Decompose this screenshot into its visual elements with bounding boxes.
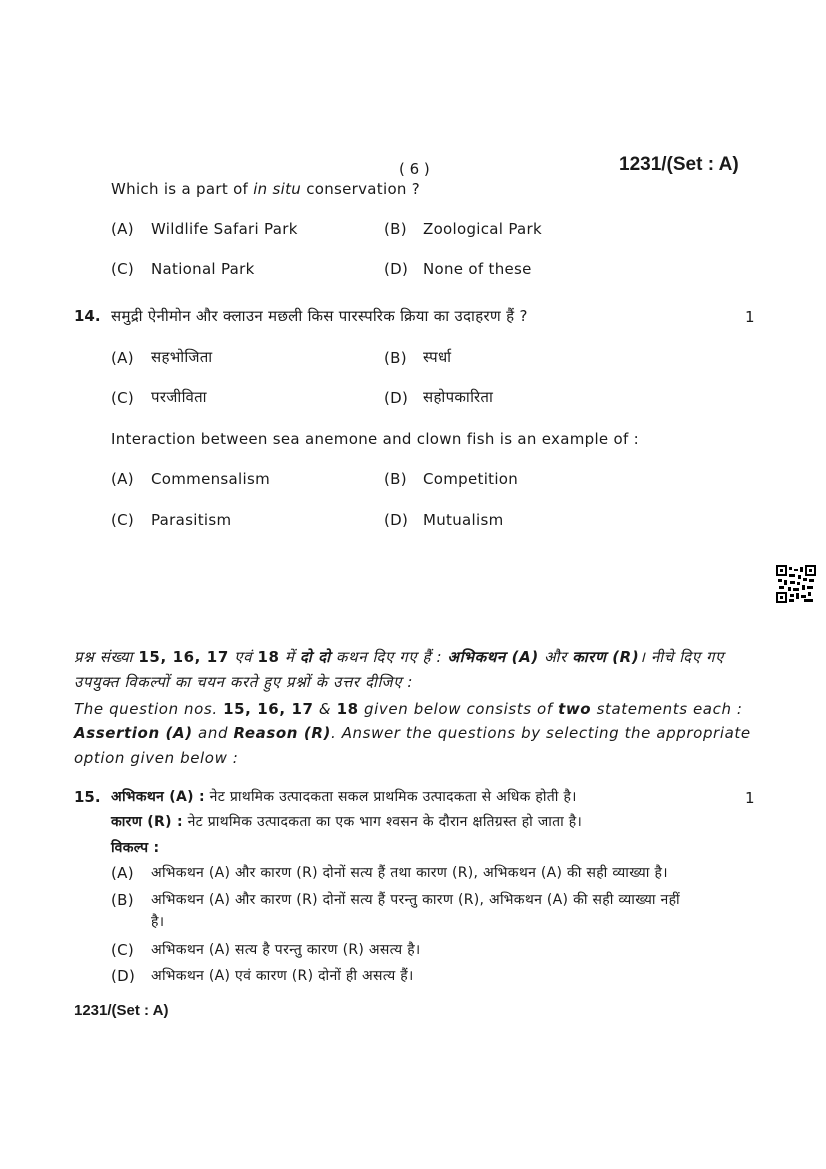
instr-hi-part: दो दो xyxy=(299,648,331,666)
instructions-english-line-1 xyxy=(74,700,743,718)
instr-hi-part: एवं xyxy=(228,648,258,666)
q13-option-c: (C) xyxy=(111,260,135,278)
instr-en-part: 15, 16, 17 xyxy=(223,700,314,718)
q14-hi-option-b-text: स्पर्धा xyxy=(423,348,452,366)
q14-en-option-c-text: Parasitism xyxy=(151,511,232,529)
q14-en-option-d: (D) xyxy=(384,511,409,529)
q14-hi-option-a-text: सहभोजिता xyxy=(151,348,213,366)
q14-en-option-a: (A) xyxy=(111,470,134,488)
instr-en-part: two xyxy=(558,700,592,718)
q14-en-option-c: (C) xyxy=(111,511,135,529)
q13-option-b-text: Zoological Park xyxy=(423,220,542,238)
q15-option-d: (D) xyxy=(111,967,136,985)
instr-hi-part: कथन दिए गए हैं : xyxy=(330,648,448,666)
q15-assertion xyxy=(111,787,577,806)
q15-option-b-text-line-2: है। xyxy=(151,914,165,930)
q13-option-c-text: National Park xyxy=(151,260,255,278)
instr-en-part: The question nos. xyxy=(74,700,224,718)
instr-en-part: Reason (R) xyxy=(233,724,331,742)
q14-hi-option-d-text: सहोपकारिता xyxy=(423,388,494,406)
instr-hi-part: । नीचे दिए गए xyxy=(639,648,724,666)
q13-option-a xyxy=(111,220,134,238)
q14-hi-option-a: (A) xyxy=(111,349,134,367)
q13-question-pre: Which is a part of xyxy=(111,180,254,198)
instr-en-part: statements each : xyxy=(591,700,743,718)
instr-hi-part: 18 xyxy=(257,648,280,666)
option-label: (A) xyxy=(111,220,134,238)
instr-hi-part: अभिकथन (A) xyxy=(447,648,539,666)
instr-hi-part: और xyxy=(538,648,573,666)
instr-hi-part: में xyxy=(279,648,300,666)
q14-hi-option-c-text: परजीविता xyxy=(151,388,207,406)
q15-option-b-text: अभिकथन (A) और कारण (R) दोनों सत्य हैं परन्तु कारण (R), अभिकथन (A) की सही व्याख्या नहीं xyxy=(151,892,680,908)
instr-en-part: and xyxy=(192,724,234,742)
q13-option-d: (D) xyxy=(384,260,409,278)
q14-en-option-b: (B) xyxy=(384,470,407,488)
instructions-english-line-3: option given below : xyxy=(74,749,239,767)
page-number: ( 6 ) xyxy=(399,160,430,178)
q15-option-a: (A) xyxy=(111,864,134,882)
q13-option-b: (B) xyxy=(384,220,407,238)
instr-en-part: & xyxy=(313,700,337,718)
q14-question-hindi: समुद्री ऐनीमोन और क्लाउन मछली किस पारस्परिक क्रिया का उदाहरण हैं ? xyxy=(111,307,528,325)
reason-text: नेट प्राथमिक उत्पादकता का एक भाग श्वसन के दौरान क्षतिग्रस्त हो जाता है। xyxy=(182,814,583,830)
q13-question-post: conservation ? xyxy=(301,180,421,198)
q13-option-d-text: None of these xyxy=(423,260,532,278)
instr-hi-part: कारण (R) xyxy=(572,648,640,666)
q14-en-option-a-text: Commensalism xyxy=(151,470,270,488)
q15-options-heading: विकल्प : xyxy=(111,840,160,856)
q15-option-c-text: अभिकथन (A) सत्य है परन्तु कारण (R) असत्य है। xyxy=(151,942,421,958)
assertion-text: नेट प्राथमिक उत्पादकता सकल प्राथमिक उत्पादकता से अधिक होती है। xyxy=(204,789,577,805)
instructions-hindi-line-2: उपयुक्त विकल्पों का चयन करते हुए प्रश्नों के उत्तर दीजिए : xyxy=(74,673,413,691)
instr-en-part: . Answer the questions by selecting the appropriate xyxy=(330,724,751,742)
q14-hi-option-d: (D) xyxy=(384,389,409,407)
instr-hi-part: 15, 16, 17 xyxy=(138,648,229,666)
q15-number: 15. xyxy=(74,788,101,806)
instr-hi-part: प्रश्न संख्या xyxy=(74,648,139,666)
instr-en-part: Assertion (A) xyxy=(74,724,193,742)
paper-code-footer: 1231/(Set : A) xyxy=(74,1002,169,1019)
q14-hi-option-c: (C) xyxy=(111,389,135,407)
q13-option-a-text: Wildlife Safari Park xyxy=(151,220,298,238)
q15-reason xyxy=(111,812,582,831)
reason-label: कारण (R) : xyxy=(111,814,183,830)
instructions-english-line-2 xyxy=(74,724,751,742)
q13-question xyxy=(111,180,420,198)
q14-hi-option-b: (B) xyxy=(384,349,407,367)
q14-question-english: Interaction between sea anemone and clown fish is an example of : xyxy=(111,430,639,448)
q15-option-c: (C) xyxy=(111,941,135,959)
q14-en-option-d-text: Mutualism xyxy=(423,511,504,529)
q15-option-b: (B) xyxy=(111,891,134,909)
q15-option-d-text: अभिकथन (A) एवं कारण (R) दोनों ही असत्य हैं। xyxy=(151,968,414,984)
q15-option-a-text: अभिकथन (A) और कारण (R) दोनों सत्य हैं तथा कारण (R), अभिकथन (A) की सही व्याख्या है। xyxy=(151,865,668,881)
instr-en-part: 18 xyxy=(336,700,359,718)
q14-en-option-b-text: Competition xyxy=(423,470,519,488)
instructions-hindi-line-1 xyxy=(74,647,724,667)
qr-code-icon xyxy=(776,565,816,603)
instr-en-part: given below consists of xyxy=(358,700,559,718)
paper-code-header: 1231/(Set : A) xyxy=(619,154,739,175)
assertion-label: अभिकथन (A) : xyxy=(111,789,205,805)
q14-number: 14. xyxy=(74,307,101,325)
q15-marks: 1 xyxy=(745,789,755,807)
q14-marks: 1 xyxy=(745,308,755,326)
q13-question-italic: in situ xyxy=(253,180,302,198)
